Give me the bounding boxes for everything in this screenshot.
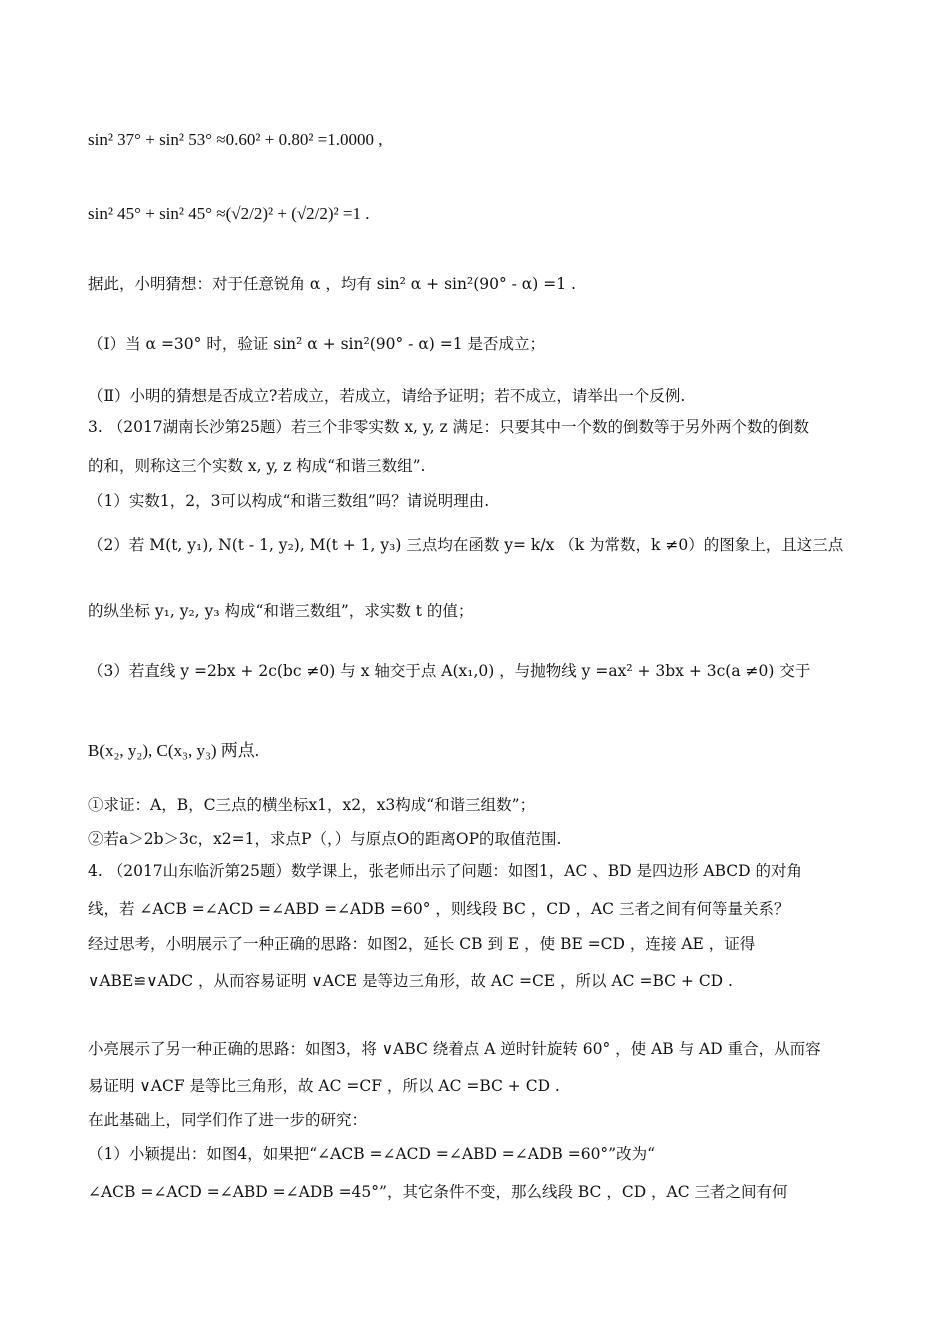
text-line: （2）若 M(t, y₁), N(t - 1, y₂), M(t + 1, y₃) 三点均在函数 y= k/x （k 为常数，k ≠0）的图象上，且这三点 <box>88 536 844 554</box>
text-line: 的纵坐标 y₁, y₂, y₃ 构成“和谐三数组”，求实数 t 的值； <box>88 602 474 620</box>
text-line: sin² 37° + sin² 53° ≈0.60² + 0.80² =1.0000 , <box>88 130 383 149</box>
text-line: （Ⅱ）小明的猜想是否成立?若成立，若成立，请给予证明；若不成立，请举出一个反例. <box>88 387 686 405</box>
text-line: ∨ABE≌∨ADC ，从而容易证明 ∨ACE 是等边三角形，故 AC =CE ，所以 AC =BC + CD . <box>88 972 733 990</box>
text-line: 小亮展示了另一种正确的思路：如图3，将 ∨ABC 绕着点 A 逆时针旋转 60° ，使 AB 与 AD 重合，从而容 <box>88 1040 821 1058</box>
text-line: ∠ACB =∠ACD =∠ABD =∠ADB =45°”，其它条件不变，那么线段 BC ，CD ，AC 三者之间有何 <box>88 1183 788 1201</box>
text-line: 在此基础上，同学们作了进一步的研究： <box>88 1111 368 1129</box>
text-line: （Ⅰ）当 α =30° 时，验证 sin² α + sin²(90° - α) =1 是否成立； <box>88 335 546 353</box>
problem-3-heading: 3. （2017湖南长沙第25题）若三个非零实数 x, y, z 满足：只要其中一个数的倒数等于另外两个数的倒数 <box>88 418 810 436</box>
text-line: （1）实数1，2，3可以构成“和谐三数组”吗？请说明理由. <box>88 492 490 510</box>
text-line: B(x₂, y₂), C(x₃, y₃) 两点. <box>88 741 260 760</box>
text-line: （1）小颖提出：如图4，如果把“∠ACB =∠ACD =∠ABD =∠ADB =60°”改为“ <box>88 1145 656 1163</box>
text-line: sin² 45° + sin² 45° ≈(√2/2)² + (√2/2)² =1 . <box>88 204 370 223</box>
problem-4-heading: 4. （2017山东临沂第25题）数学课上，张老师出示了问题：如图1，AC 、BD 是四边形 ABCD 的对角 <box>88 862 802 880</box>
text-line: 线，若 ∠ACB =∠ACD =∠ABD =∠ADB =60° ，则线段 BC ，CD ，AC 三者之间有何等量关系？ <box>88 900 790 918</box>
text-line: 经过思考，小明展示了一种正确的思路：如图2，延长 CB 到 E ，使 BE =CD ，连接 AE ，证得 <box>88 935 756 953</box>
text-line: 的和，则称这三个实数 x, y, z 构成“和谐三数组”. <box>88 457 426 475</box>
text-line: ②若a＞2b＞3c，x2=1，求点P（，）与原点O的距离OP的取值范围. <box>88 830 562 848</box>
text-line: 易证明 ∨ACF 是等比三角形，故 AC =CF ，所以 AC =BC + CD . <box>88 1077 560 1095</box>
text-line: 据此，小明猜想：对于任意锐角 α ，均有 sin² α + sin²(90° - α) =1 . <box>88 275 576 293</box>
text-line: （3）若直线 y =2bx + 2c(bc ≠0) 与 x 轴交于点 A(x₁,0) ，与抛物线 y =ax² + 3bx + 3c(a ≠0) 交于 <box>88 662 811 680</box>
text-line: ①求证：A，B，C三点的横坐标x1，x2，x3构成“和谐三组数”； <box>88 796 536 814</box>
